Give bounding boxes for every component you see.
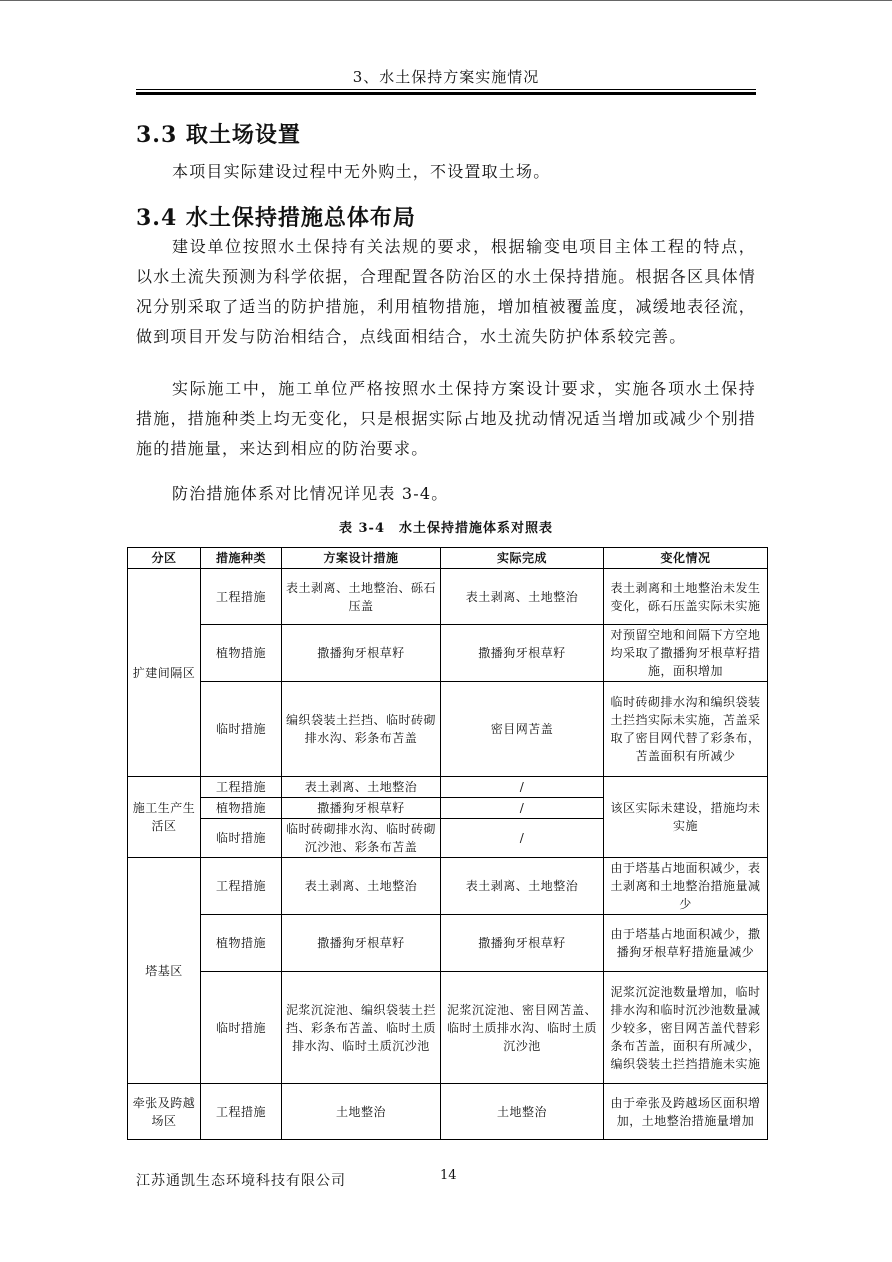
column-header-measure-type: 措施种类 [201, 548, 282, 569]
change-cell: 由于塔基占地面积减少，表土剥离和土地整治措施量减少 [604, 858, 768, 915]
change-cell: 由于塔基占地面积减少，撒播狗牙根草籽措施量减少 [604, 915, 768, 972]
section-3-4-paragraph-2: 实际施工中，施工单位严格按照水土保持方案设计要求，实施各项水土保持措施，措施种类上均无变化，只是根据实际占地及扰动情况适当增加或减少个别措施的措施量，来达到相应的防治要求。 [136, 379, 756, 458]
change-cell: 由于牵张及跨越场区面积增加，土地整治措施量增加 [604, 1084, 768, 1140]
table-row [128, 777, 768, 798]
zone-cell: 牵张及跨越场区 [128, 1084, 201, 1140]
table-row [128, 682, 768, 777]
header-rule [136, 89, 756, 90]
actual-cell: 撒播狗牙根草籽 [441, 915, 604, 972]
section-3-3-heading: 3.3 取土场设置 [136, 122, 301, 148]
table-row [128, 972, 768, 1084]
change-cell: 表土剥离和土地整治未发生变化，砾石压盖实际未实施 [604, 569, 768, 625]
design-cell: 土地整治 [282, 1084, 441, 1140]
design-cell: 撒播狗牙根草籽 [282, 798, 441, 819]
table-row [128, 625, 768, 682]
measure-type-cell: 植物措施 [201, 625, 282, 682]
column-header-actual-completion: 实际完成 [441, 548, 604, 569]
design-cell: 撒播狗牙根草籽 [282, 915, 441, 972]
change-cell: 临时砖砌排水沟和编织袋装土拦挡实际未实施，苫盖采取了密目网代替了彩条布，苫盖面积有所减少 [604, 682, 768, 777]
actual-cell: 泥浆沉淀池、密目网苫盖、临时土质排水沟、临时土质沉沙池 [441, 972, 604, 1084]
design-cell: 临时砖砌排水沟、临时砖砌沉沙池、彩条布苫盖 [282, 819, 441, 858]
header-rule-thick [136, 92, 756, 95]
page-top-rule [0, 0, 892, 1]
actual-cell: 表土剥离、土地整治 [441, 569, 604, 625]
measure-type-cell: 工程措施 [201, 858, 282, 915]
change-cell: 该区实际未建设，措施均未实施 [604, 777, 768, 858]
measure-type-cell: 植物措施 [201, 915, 282, 972]
design-cell: 表土剥离、土地整治、砾石压盖 [282, 569, 441, 625]
design-cell: 撒播狗牙根草籽 [282, 625, 441, 682]
measure-type-cell: 临时措施 [201, 972, 282, 1084]
table-row [128, 1084, 768, 1140]
table-row [128, 858, 768, 915]
page-number: 14 [440, 1168, 457, 1183]
table-caption: 表 3-4 水土保持措施体系对照表 [338, 521, 553, 536]
table-row [128, 569, 768, 625]
measures-comparison-table [127, 547, 768, 1140]
design-cell: 表土剥离、土地整治 [282, 858, 441, 915]
measure-type-cell: 工程措施 [201, 777, 282, 798]
zone-cell: 塔基区 [128, 858, 201, 1084]
measure-type-cell: 工程措施 [201, 1084, 282, 1140]
actual-cell: 撒播狗牙根草籽 [441, 625, 604, 682]
zone-cell: 扩建间隔区 [128, 569, 201, 777]
actual-cell: / [441, 798, 604, 819]
measure-type-cell: 植物措施 [201, 798, 282, 819]
table-row [128, 915, 768, 972]
measure-type-cell: 临时措施 [201, 819, 282, 858]
design-cell: 泥浆沉淀池、编织袋装土拦挡、彩条布苫盖、临时土质排水沟、临时土质沉沙池 [282, 972, 441, 1084]
actual-cell: / [441, 777, 604, 798]
actual-cell: 表土剥离、土地整治 [441, 858, 604, 915]
actual-cell: 密目网苫盖 [441, 682, 604, 777]
change-cell: 对预留空地和间隔下方空地均采取了撒播狗牙根草籽措施，面积增加 [604, 625, 768, 682]
column-header-change: 变化情况 [604, 548, 768, 569]
column-header-zone: 分区 [128, 548, 201, 569]
design-cell: 表土剥离、土地整治 [282, 777, 441, 798]
measure-type-cell: 工程措施 [201, 569, 282, 625]
design-cell: 编织袋装土拦挡、临时砖砌排水沟、彩条布苫盖 [282, 682, 441, 777]
measure-type-cell: 临时措施 [201, 682, 282, 777]
table-header-row [128, 548, 768, 569]
section-3-3-paragraph: 本项目实际建设过程中无外购土，不设置取土场。 [172, 162, 551, 181]
section-3-4-paragraph-1: 建设单位按照水土保持有关法规的要求，根据输变电项目主体工程的特点，以水土流失预测为科学依据，合理配置各防治区的水土保持措施。根据各区具体情况分别采取了适当的防护措施，利用植物措施，增加植被覆盖度，减缓地表径流，做到项目开发与防治相结合，点线面相结合，水土流失防护体系较完善。 [136, 237, 756, 346]
change-cell: 泥浆沉淀池数量增加，临时排水沟和临时沉沙池数量减少较多，密目网苫盖代替彩条布苫盖，面积有所减少，编织袋装土拦挡措施未实施 [604, 972, 768, 1084]
zone-cell: 施工生产生活区 [128, 777, 201, 858]
actual-cell: 土地整治 [441, 1084, 604, 1140]
section-3-4-heading: 3.4 水土保持措施总体布局 [136, 205, 416, 231]
column-header-design-measures: 方案设计措施 [282, 548, 441, 569]
section-3-4-paragraph-3: 防治措施体系对比情况详见表 3-4。 [172, 484, 449, 503]
actual-cell: / [441, 819, 604, 858]
footer-company-name: 江苏通凯生态环境科技有限公司 [136, 1173, 346, 1189]
running-header: 3、水土保持方案实施情况 [352, 68, 540, 86]
